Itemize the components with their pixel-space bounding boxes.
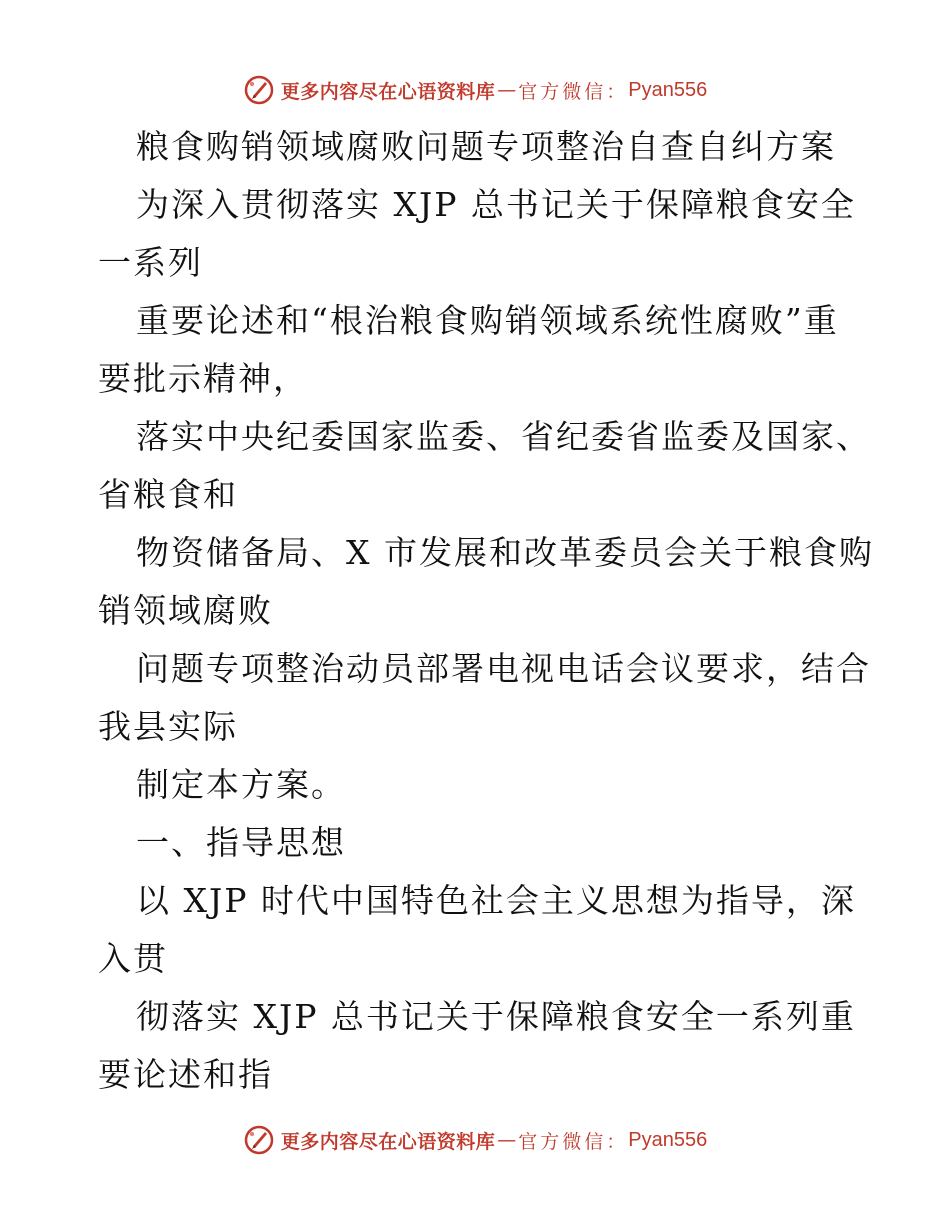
paragraph-line: 要论述和指	[98, 1055, 273, 1094]
banner-wechat-id: Pyan556	[628, 78, 708, 101]
section-heading: 一、指导思想	[136, 823, 346, 862]
brand-logo-icon	[243, 74, 275, 106]
document-title: 粮食购销领域腐败问题专项整治自查自纠方案	[136, 127, 836, 166]
paragraph-line: 彻落实 XJP 总书记关于保障粮食安全一系列重	[136, 997, 856, 1036]
banner-brand-text: 更多内容尽在心语资料库	[280, 1130, 496, 1153]
paragraph-line: 我县实际	[98, 707, 238, 746]
header-banner	[0, 70, 950, 110]
paragraph-line: 以 XJP 时代中国特色社会主义思想为指导，深	[136, 881, 856, 920]
paragraph-line: 重要论述和“根治粮食购销领域系统性腐败”重	[136, 301, 839, 340]
banner-brand-text: 更多内容尽在心语资料库	[280, 80, 496, 103]
paragraph-line: 一系列	[98, 243, 203, 282]
banner-separator: —	[497, 79, 517, 101]
banner-wechat-label: 官方微信：	[518, 1130, 629, 1153]
paragraph-line: 问题专项整治动员部署电视电话会议要求，结合	[136, 649, 871, 688]
paragraph-line: 入贯	[98, 939, 168, 978]
footer-banner	[0, 1120, 950, 1160]
paragraph-line: 物资储备局、X 市发展和改革委员会关于粮食购	[136, 533, 874, 572]
paragraph-line: 销领域腐败	[98, 591, 273, 630]
banner-wechat-id: Pyan556	[628, 1128, 708, 1151]
document-body	[98, 118, 874, 1104]
brand-logo-icon	[243, 1124, 275, 1156]
paragraph-line: 为深入贯彻落实 XJP 总书记关于保障粮食安全	[136, 185, 856, 224]
banner-wechat-label: 官方微信：	[518, 80, 629, 103]
paragraph-line: 要批示精神，	[98, 359, 308, 398]
paragraph-line: 省粮食和	[98, 475, 238, 514]
paragraph-line: 落实中央纪委国家监委、省纪委省监委及国家、	[136, 417, 871, 456]
banner-separator: —	[497, 1129, 517, 1151]
paragraph-line: 制定本方案。	[136, 765, 346, 804]
